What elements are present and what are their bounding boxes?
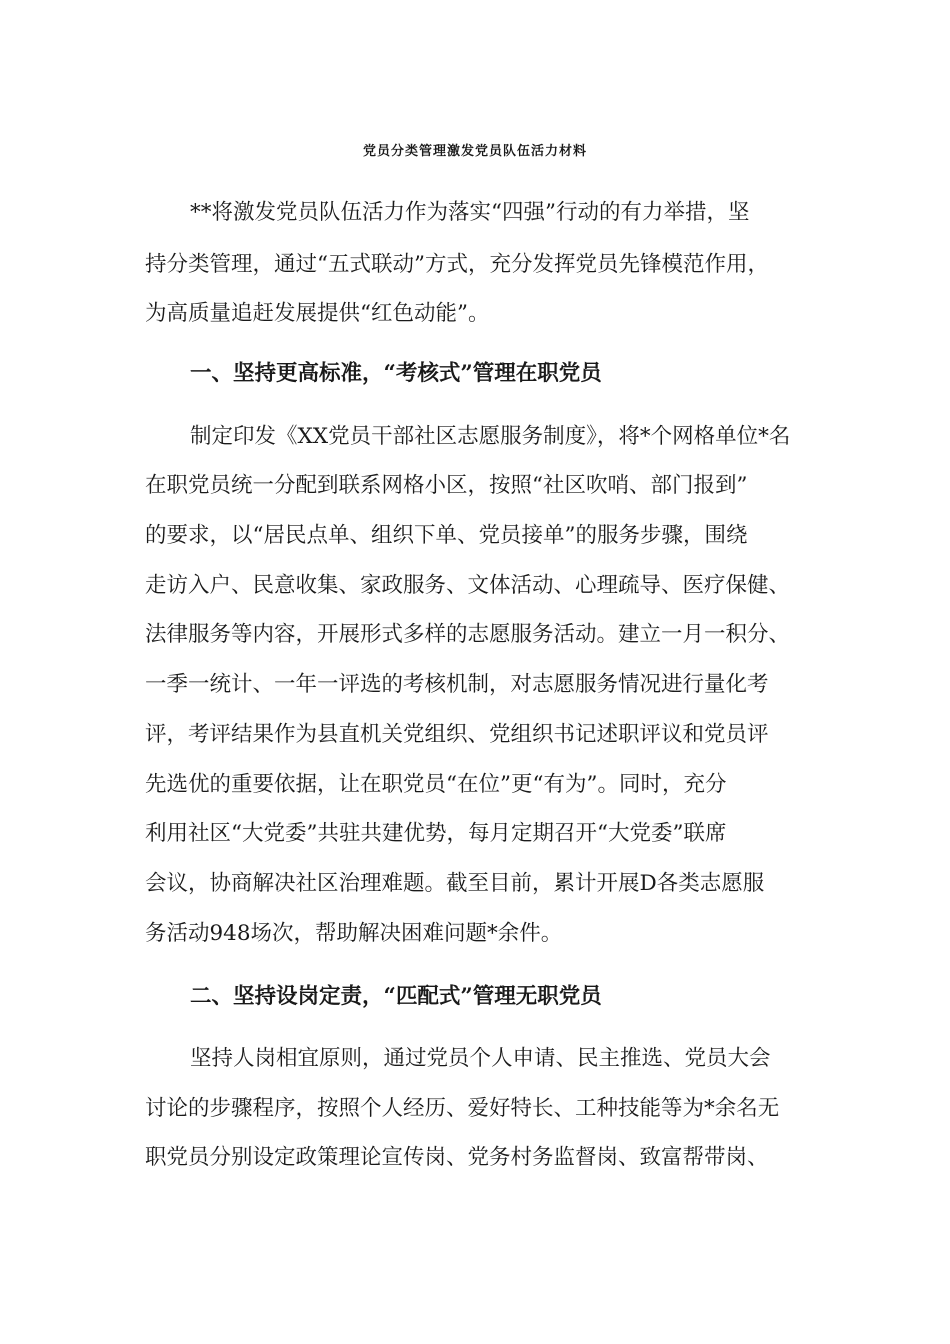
paragraph-line: 制定印发《XX党员干部社区志愿服务制度》，将*个网格单位*名 <box>190 424 791 449</box>
document-title: 党员分类管理激发党员队伍活力材料 <box>362 144 587 159</box>
paragraph-line: 持分类管理，通过“五式联动”方式，充分发挥党员先锋模范作用， <box>145 252 769 277</box>
paragraph-line: 一季一统计、一年一评选的考核机制，对志愿服务情况进行量化考 <box>145 672 769 697</box>
section-heading-1: 一、坚持更高标准，“考核式”管理在职党员 <box>190 361 602 386</box>
paragraph-line: **将激发党员队伍活力作为落实“四强”行动的有力举措，坚 <box>190 200 750 225</box>
paragraph-line: 会议，协商解决社区治理难题。截至目前，累计开展D各类志愿服 <box>145 871 765 896</box>
paragraph-line: 法律服务等内容，开展形式多样的志愿服务活动。建立一月一积分、 <box>145 622 791 647</box>
paragraph-line: 讨论的步骤程序，按照个人经历、爱好特长、工种技能等为*余名无 <box>145 1096 780 1121</box>
paragraph-line: 职党员分别设定政策理论宣传岗、党务村务监督岗、致富帮带岗、 <box>145 1145 769 1170</box>
paragraph-line: 在职党员统一分配到联系网格小区，按照“社区吹哨、部门报到” <box>145 473 748 498</box>
paragraph-line: 的要求，以“居民点单、组织下单、党员接单”的服务步骤，围绕 <box>145 523 748 548</box>
section-heading-2: 二、坚持设岗定责，“匹配式”管理无职党员 <box>190 984 602 1009</box>
paragraph-line: 务活动948场次，帮助解决困难问题*余件。 <box>145 921 563 946</box>
paragraph-line: 先选优的重要依据，让在职党员“在位”更“有为”。同时，充分 <box>145 772 727 797</box>
paragraph-line: 利用社区“大党委”共驻共建优势，每月定期召开“大党委”联席 <box>145 821 727 846</box>
paragraph-line: 评，考评结果作为县直机关党组织、党组织书记述职评议和党员评 <box>145 722 769 747</box>
paragraph-line: 为高质量追赶发展提供“红色动能”。 <box>145 301 490 326</box>
paragraph-line: 走访入户、民意收集、家政服务、文体活动、心理疏导、医疗保健、 <box>145 573 791 598</box>
paragraph-line: 坚持人岗相宜原则，通过党员个人申请、民主推选、党员大会 <box>190 1046 771 1071</box>
